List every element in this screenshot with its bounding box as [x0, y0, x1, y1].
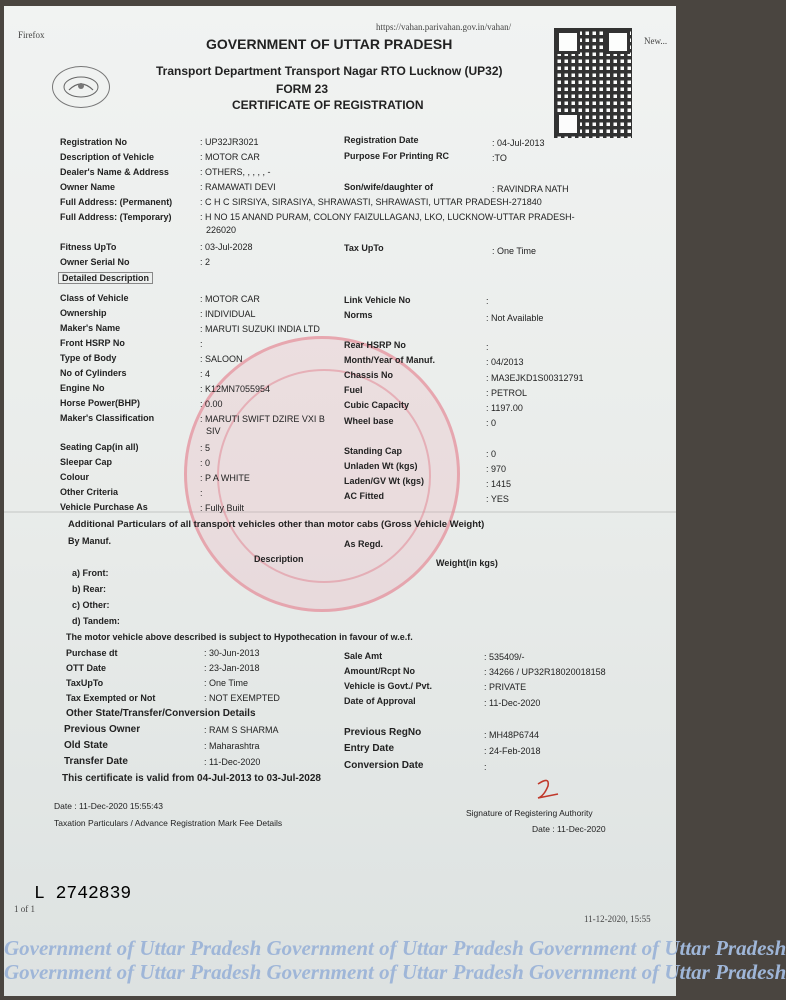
colour-label: Colour: [60, 472, 89, 482]
tax-exempt-label: Tax Exempted or Not: [66, 693, 156, 703]
maker-label: Maker's Name: [60, 323, 121, 333]
purchase-as-value: : Fully Built: [200, 503, 245, 513]
wheelbase-value: : 0: [486, 418, 497, 428]
signature-mark: [534, 776, 564, 806]
seating-value: : 5: [200, 443, 211, 453]
mfg-value: : 04/2013: [486, 357, 524, 367]
rear-hsrp-value: :: [486, 342, 489, 352]
chassis-value: : MA3EJKD1S00312791: [486, 373, 584, 383]
other-criteria-value: :: [200, 488, 203, 498]
rear-axle-label: b) Rear:: [72, 584, 107, 594]
body-label: Type of Body: [60, 353, 117, 363]
detailed-description-heading: Detailed Description: [58, 272, 153, 284]
hp-label: Horse Power(BHP): [60, 398, 141, 408]
front-hsrp-label: Front HSRP No: [60, 338, 125, 348]
unladen-value: : 970: [486, 464, 507, 474]
regdate-label: Registration Date: [344, 135, 419, 145]
certificate-document: [4, 6, 786, 996]
amount-label: Amount/Rcpt No: [344, 666, 415, 676]
other-state-heading: Other State/Transfer/Conversion Details: [66, 708, 256, 719]
form-serial-number: L 2742839: [34, 884, 132, 904]
sale-label: Sale Amt: [344, 651, 383, 661]
description-heading: Description: [254, 554, 304, 564]
cc-label: Cubic Capacity: [344, 400, 410, 410]
standing-label: Standing Cap: [344, 446, 402, 456]
hp-value: : 0.00: [200, 399, 223, 409]
tax-exempt-value: : NOT EXEMPTED: [204, 693, 280, 703]
cylinders-value: : 4: [200, 369, 211, 379]
govt-value: : PRIVATE: [484, 682, 527, 692]
footer-watermark-1: Government of Uttar Pradesh Government of Uttar Pradesh Government of Uttar Pradesh: [4, 936, 786, 960]
footer-watermark-2: Government of Uttar Pradesh Government of Uttar Pradesh Government of Uttar Pradesh: [4, 960, 786, 984]
purchase-value: : 30-Jun-2013: [204, 648, 260, 658]
owner-label: Owner Name: [60, 182, 116, 192]
qr-corner-tr: [606, 30, 630, 54]
by-manuf-label: By Manuf.: [68, 536, 112, 546]
qr-corner-bl: [556, 112, 580, 136]
browser-name: Firefox: [18, 30, 45, 40]
conversion-date-value: :: [484, 762, 487, 772]
sleeper-label: Sleepar Cap: [60, 457, 113, 467]
cylinders-label: No of Cylinders: [60, 368, 127, 378]
owner-value: : RAMAWATI DEVI: [200, 182, 276, 192]
prev-owner-label: Previous Owner: [64, 724, 141, 735]
address-temporary-value: : H NO 15 ANAND PURAM, COLONY FAIZULLAGANJ, LKO, LUCKNOW-UTTAR PRADESH-: [200, 212, 575, 222]
browser-tail: New...: [644, 36, 668, 46]
relation-value: : RAVINDRA NATH: [492, 184, 569, 194]
govt-label: Vehicle is Govt./ Pvt.: [344, 681, 433, 691]
taxupto-label: TaxUpTo: [66, 678, 104, 688]
purchase-label: Purchase dt: [66, 648, 118, 658]
emblem-logo: [52, 66, 110, 108]
other-axle-label: c) Other:: [72, 600, 110, 610]
seating-label: Seating Cap(in all): [60, 442, 139, 452]
mfg-label: Month/Year of Manuf.: [344, 355, 435, 365]
prev-regno-label: Previous RegNo: [344, 727, 422, 738]
serial-label: Owner Serial No: [60, 257, 130, 267]
front-hsrp-value: :: [200, 339, 203, 349]
page-subtitle: Transport Department Transport Nagar RTO Lucknow (UP32): [156, 64, 503, 78]
as-regd-label: As Regd.: [344, 539, 384, 549]
signature-date: Date : 11-Dec-2020: [532, 824, 606, 834]
page-counter: 1 of 1: [14, 904, 35, 914]
ott-value: : 23-Jan-2018: [204, 663, 260, 673]
purpose-label: Purpose For Printing RC: [344, 151, 450, 161]
tax-label: Tax UpTo: [344, 243, 384, 253]
weight-heading: Weight(in kgs): [436, 558, 498, 568]
browser-url: https://vahan.parivahan.gov.in/vahan/: [376, 22, 512, 32]
ac-label: AC Fitted: [344, 491, 384, 501]
amount-value: : 34266 / UP32R18020018158: [484, 667, 606, 677]
purpose-value: :TO: [492, 153, 507, 163]
unladen-label: Unladen Wt (kgs): [344, 461, 418, 471]
qr-code: [554, 28, 632, 138]
hypothecation-text: The motor vehicle above described is subject to Hypothecation in favour of w.e.f.: [66, 632, 413, 642]
engine-label: Engine No: [60, 383, 105, 393]
ownership-label: Ownership: [60, 308, 107, 318]
serial-value: : 2: [200, 257, 211, 267]
dealer-value: : OTHERS, , , , , -: [200, 167, 271, 177]
page-title: GOVERNMENT OF UTTAR PRADESH: [206, 36, 453, 52]
fuel-value: : PETROL: [486, 388, 528, 398]
tandem-axle-label: d) Tandem:: [72, 616, 120, 626]
rear-hsrp-label: Rear HSRP No: [344, 340, 406, 350]
laden-value: : 1415: [486, 479, 512, 489]
desc-label: Description of Vehicle: [60, 152, 155, 162]
taxation-text: Taxation Particulars / Advance Registration Mark Fee Details: [54, 818, 283, 828]
desc-value: : MOTOR CAR: [200, 152, 260, 162]
transfer-date-value: : 11-Dec-2020: [204, 757, 261, 767]
certificate-title: CERTIFICATE OF REGISTRATION: [232, 98, 424, 112]
qr-corner-tl: [556, 30, 580, 54]
chassis-label: Chassis No: [344, 370, 394, 380]
address-permanent-value: : C H C SIRSIYA, SIRASIYA, SHRAWASTI, SHRAWASTI, UTTAR PRADESH-271840: [200, 197, 542, 207]
approval-value: : 11-Dec-2020: [484, 698, 541, 708]
entry-date-value: : 24-Feb-2018: [484, 746, 541, 756]
conversion-date-label: Conversion Date: [344, 760, 424, 771]
regno-label: Registration No: [60, 137, 128, 147]
regdate-value: : 04-Jul-2013: [492, 138, 545, 148]
form-number: FORM 23: [276, 82, 329, 96]
cc-value: : 1197.00: [486, 403, 523, 413]
engine-value: : K12MN7055954: [200, 384, 271, 394]
colour-value: : P A WHITE: [200, 473, 250, 483]
prev-owner-value: : RAM S SHARMA: [204, 725, 279, 735]
link-label: Link Vehicle No: [344, 295, 411, 305]
norms-label: Norms: [344, 310, 373, 320]
class-value: : MOTOR CAR: [200, 294, 260, 304]
laden-label: Laden/GV Wt (kgs): [344, 476, 425, 486]
sleeper-value: : 0: [200, 458, 211, 468]
other-criteria-label: Other Criteria: [60, 487, 119, 497]
purchase-as-label: Vehicle Purchase As: [60, 502, 148, 512]
ownership-value: : INDIVIDUAL: [200, 309, 256, 319]
norms-value: : Not Available: [486, 313, 544, 323]
prev-regno-value: : MH48P6744: [484, 730, 540, 740]
address-temporary-value-cont: 226020: [206, 225, 237, 235]
transfer-date-label: Transfer Date: [64, 756, 128, 767]
maker-class-value: : MARUTI SWIFT DZIRE VXI B: [200, 414, 325, 424]
old-state-value: : Maharashtra: [204, 741, 260, 751]
maker-class-value-cont: SIV: [206, 426, 221, 436]
validity-text: This certificate is valid from 04-Jul-2013 to 03-Jul-2028: [62, 773, 321, 784]
maker-value: : MARUTI SUZUKI INDIA LTD: [200, 324, 320, 334]
ac-value: : YES: [486, 494, 509, 504]
regno-value: : UP32JR3021: [200, 137, 259, 147]
fitness-label: Fitness UpTo: [60, 242, 117, 252]
signature-authority: Signature of Registering Authority: [466, 808, 593, 818]
tax-value: : One Time: [492, 246, 537, 256]
entry-date-label: Entry Date: [344, 743, 395, 754]
print-timestamp: 11-12-2020, 15:55: [584, 914, 651, 924]
old-state-label: Old State: [64, 740, 108, 751]
address-temporary-label: Full Address: (Temporary): [60, 212, 172, 222]
front-axle-label: a) Front:: [72, 568, 109, 578]
wheelbase-label: Wheel base: [344, 416, 394, 426]
class-label: Class of Vehicle: [60, 293, 129, 303]
sale-value: : 535409/-: [484, 652, 525, 662]
print-date: Date : 11-Dec-2020 15:55:43: [54, 801, 163, 811]
fitness-value: : 03-Jul-2028: [200, 242, 253, 252]
ott-label: OTT Date: [66, 663, 107, 673]
address-permanent-label: Full Address: (Permanent): [60, 197, 173, 207]
dealer-label: Dealer's Name & Address: [60, 167, 169, 177]
additional-heading: Additional Particulars of all transport vehicles other than motor cabs (Gross Vehicle Weight): [68, 519, 485, 530]
link-value: :: [486, 296, 489, 306]
fuel-label: Fuel: [344, 385, 363, 395]
maker-class-label: Maker's Classification: [60, 413, 155, 423]
standing-value: : 0: [486, 449, 497, 459]
body-value: : SALOON: [200, 354, 243, 364]
approval-label: Date of Approval: [344, 696, 416, 706]
taxupto-value: : One Time: [204, 678, 249, 688]
relation-label: Son/wife/daughter of: [344, 182, 433, 192]
